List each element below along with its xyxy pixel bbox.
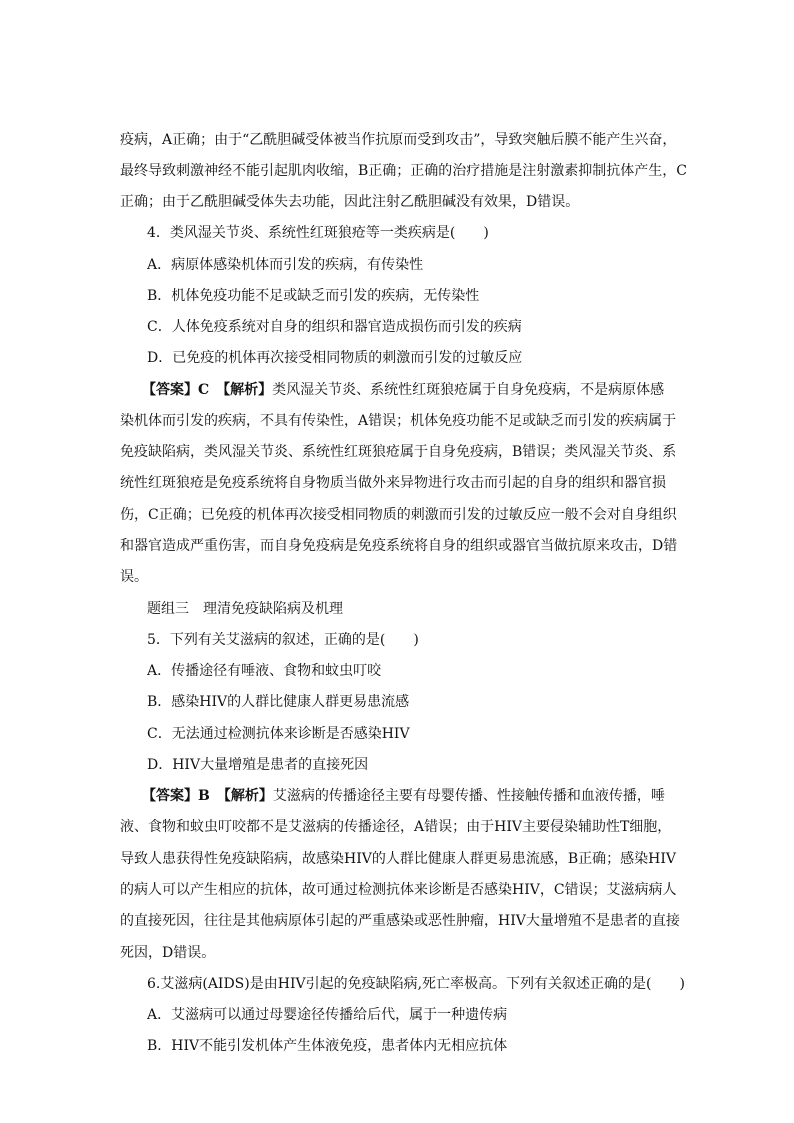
question-5-answer-line <box>142 786 714 806</box>
group-3-title: 题组三 理清免疫缺陷病及机理 <box>147 601 343 617</box>
question-6-option-a: A．艾滋病可以通过母婴途径传播给后代，属于一种遗传病 <box>147 1007 508 1023</box>
question-5-option-b: B．感染HIV的人群比健康人群更易患流感 <box>147 694 410 710</box>
question-4-option-b: B．机体免疫功能不足或缺乏而引发的疾病，无传染性 <box>147 288 480 304</box>
question-4-answer-line <box>142 380 714 400</box>
question-4-option-d: D．已免疫的机体再次接受相同物质的刺激而引发的过敏反应 <box>147 350 523 366</box>
question-4-analysis-line-4: 统性红斑狼疮是免疫系统将自身物质当做外来异物进行攻击而引起的自身的组织和器官损 <box>120 475 666 491</box>
question-5-analysis-line-5: 的直接死因，往往是其他病原体引起的严重感染或恶性肿瘤，HIV大量增殖不是患者的直接 <box>120 913 680 929</box>
question-5-analysis-line-4: 的病人可以产生相应的抗体，故可通过检测抗体来诊断是否感染HIV，C错误；艾滋病病人 <box>120 882 677 898</box>
question-4-analysis-line-2: 染机体而引发的疾病，不具有传染性，A错误；机体免疫功能不足或缺乏而引发的疾病属于 <box>120 413 677 429</box>
question-5-analysis-line-6: 死因，D错误。 <box>120 945 216 961</box>
question-5-option-a: A．传播途径有唾液、食物和蚊虫叮咬 <box>147 663 382 679</box>
question-5-option-d: D．HIV大量增殖是患者的直接死因 <box>147 757 369 773</box>
question-4-analysis-line-5: 伤，C正确；已免疫的机体再次接受相同物质的刺激而引发的过敏反应一般不会对自身组织 <box>120 507 677 523</box>
question-5-stem: 5．下列有关艾滋病的叙述，正确的是( ) <box>147 632 419 648</box>
question-6-stem: 6.艾滋病(AIDS)是由HIV引起的免疫缺陷病,死亡率极高。下列有关叙述正确的是( ) <box>147 976 685 992</box>
question-5-analysis-line-3: 导致人患获得性免疫缺陷病，故感染HIV的人群比健康人群更易患流感，B正确；感染HIV <box>120 851 676 867</box>
prev-analysis-line-3: 正确；由于乙酰胆碱受体失去功能，因此注射乙酰胆碱没有效果，D错误。 <box>120 194 580 210</box>
prev-analysis-line-2: 最终导致刺激神经不能引起肌肉收缩，B正确；正确的治疗措施是注射激素抑制抗体产生，C <box>120 163 687 179</box>
question-5-answer-label: 【答案】B 【解析】 <box>142 788 273 804</box>
question-5-option-c: C．无法通过检测抗体来诊断是否感染HIV <box>147 726 410 742</box>
question-5-analysis-line-2: 液、食物和蚊虫叮咬都不是艾滋病的传播途径，A错误；由于HIV主要侵染辅助性T细胞， <box>120 819 672 835</box>
question-4-answer-label: 【答案】C 【解析】 <box>142 382 273 398</box>
question-4-option-c: C．人体免疫系统对自身的组织和器官造成损伤而引发的疾病 <box>147 319 522 335</box>
question-4-stem: 4．类风湿关节炎、系统性红斑狼疮等一类疾病是( ) <box>147 225 489 241</box>
question-4-option-a: A．病原体感染机体而引发的疾病，有传染性 <box>147 257 424 273</box>
question-4-analysis-line-6: 和器官造成严重伤害，而自身免疫病是免疫系统将自身的组织或器官当做抗原来攻击，D错 <box>120 538 678 554</box>
question-4-analysis-line-7: 误。 <box>120 569 148 585</box>
prev-analysis-line-1: 疫病，A正确；由于“乙酰胆碱受体被当作抗原而受到攻击”，导致突触后膜不能产生兴奋， <box>120 132 677 148</box>
question-6-option-b: B．HIV不能引发机体产生体液免疫，患者体内无相应抗体 <box>147 1038 508 1054</box>
question-4-analysis-line-1: 类风湿关节炎、系统性红斑狼疮属于自身免疫病，不是病原体感 <box>272 382 665 398</box>
question-4-analysis-line-3: 免疫缺陷病，类风湿关节炎、系统性红斑狼疮属于自身免疫病，B错误；类风湿关节炎、系 <box>120 444 677 460</box>
question-5-analysis-line-1: 艾滋病的传播途径主要有母婴传播、性接触传播和血液传播，唾 <box>272 788 665 804</box>
